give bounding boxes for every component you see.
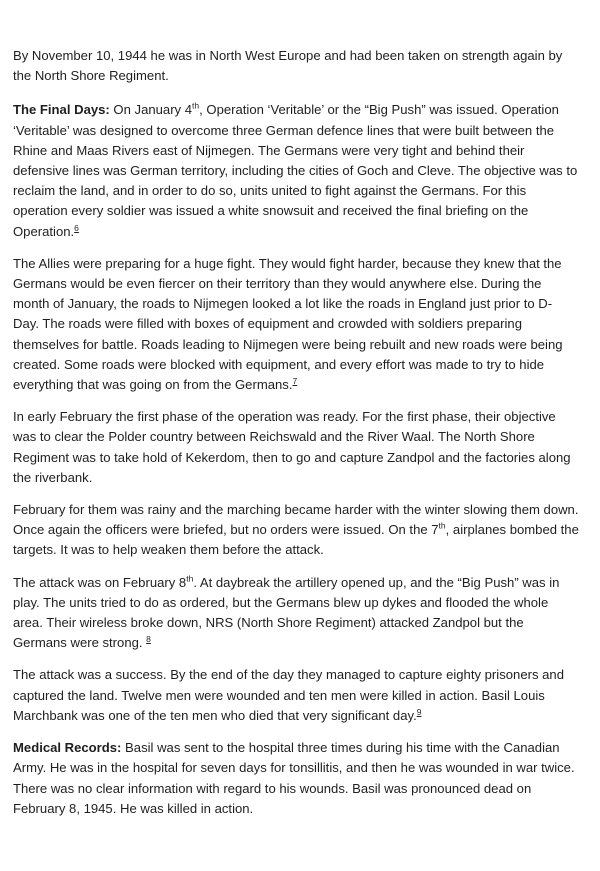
paragraph-attack-february-8 <box>13 573 581 654</box>
paragraph-first-phase <box>13 407 581 488</box>
section-heading-final-days: The Final Days: <box>13 102 110 118</box>
paragraph-february-rain <box>13 500 581 561</box>
paragraph-text: , Operation ‘Veritable’ or the “Big Push” was issued. Operation ‘Veritable’ was designed to overcome three German defence lines that were built between the Rhine and Maas Rivers east of Nijmegen. The Germans were very tight and behind their defensive lines was German territory, including the cities of Goch and Cleve. The objective was to reclaim the land, and in order to do so, units united to fight against the Germans. For this operation every soldier was issued a white snowsuit and received the final briefing on the Operation. <box>13 102 578 239</box>
paragraph-text: In early February the first phase of the operation was ready. For the first phase, their objective was to clear the Polder country between Reichswald and the River Waal. The North Shore Regiment was to take hold of Kekerdom, then to go and capture Zandpol and the factories along the riverbank. <box>13 409 571 485</box>
paragraph-medical-records <box>13 738 581 819</box>
paragraph-text: . At daybreak the artillery opened up, and the “Big Push” was in play. The units tried to do as ordered, but the Germans blew up dykes and flooded the whole area. Their wireless broke down, NRS (North Shore Regiment) attacked Zandpol but the Germans were strong. <box>13 574 560 651</box>
paragraph-attack-success <box>13 665 581 726</box>
document-body <box>13 46 581 831</box>
paragraph-text: , airplanes bombed the targets. It was to help weaken them before the attack. <box>13 522 579 558</box>
ordinal-suffix: th <box>438 520 446 531</box>
paragraph-text: On January 4 <box>109 102 193 118</box>
ordinal-suffix: th <box>186 573 194 584</box>
footnote-reference[interactable]: 6 <box>74 222 79 233</box>
paragraph-november-1944 <box>13 46 581 86</box>
section-heading-medical-records: Medical Records: <box>13 740 122 756</box>
paragraph-final-days <box>13 100 581 241</box>
paragraph-text: The Allies were preparing for a huge fight. They would fight harder, because they knew that the Germans would be even fiercer on their territory than they would anywhere else. During the month of January, the roads to Nijmegen looked a lot like the roads in England just prior to D- Day. The roads were filled with boxes of equipment and crowded with soldiers preparing themselves for battle. Roads leading to Nijmegen were being rebuilt and new roads were being created. Some roads were blocked with equipment, and every effort was made to try to hide everything that was going on from the Germans. <box>13 255 563 393</box>
paragraph-text: By November 10, 1944 he was in North West Europe and had been taken on strength again by the North Shore Regiment. <box>13 48 563 84</box>
paragraph-allies-preparing <box>13 254 581 395</box>
paragraph-text: The attack was on February 8 <box>13 574 187 590</box>
footnote-reference[interactable]: 7 <box>292 376 298 387</box>
ordinal-suffix: th <box>192 101 200 112</box>
paragraph-text: The attack was a success. By the end of the day they managed to capture eighty prisoners and captured the land. Twelve men were wounded and ten men were killed in action. Basil Louis Marchbank was one of the ten men who died that very significant day. <box>13 667 564 723</box>
footnote-reference[interactable]: 8 <box>146 634 151 645</box>
footnote-reference[interactable]: 9 <box>416 706 422 717</box>
paragraph-text: February for them was rainy and the marching became harder with the winter slowing them down. Once again the officers were briefed, but no orders were issued. On the 7 <box>13 502 579 538</box>
paragraph-text: Basil was sent to the hospital three times during his time with the Canadian Army. He was in the hospital for seven days for tonsillitis, and then he was wounded in war twice. There was no clear information with regard to his wounds. Basil was pronounced dead on February 8, 1945. He was killed in action. <box>13 740 575 816</box>
